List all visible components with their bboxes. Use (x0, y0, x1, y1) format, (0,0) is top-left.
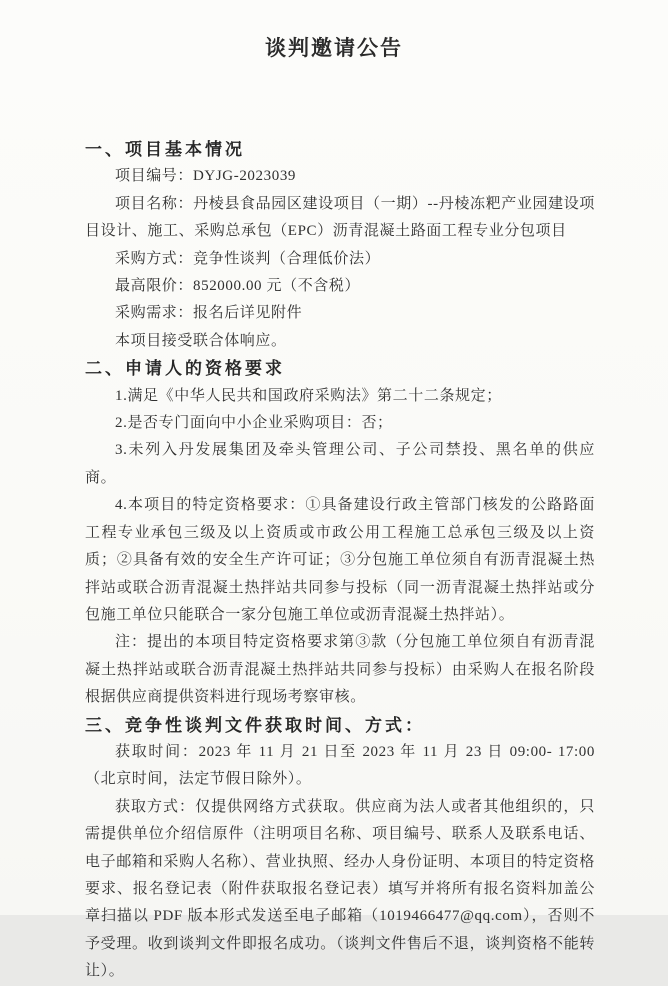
para-consortium-response: 本项目接受联合体响应。 (115, 332, 287, 349)
para-acquisition-method: 获取方式：仅提供网络方式获取。供应商为法人或者其他组织的，只需提供单位介绍信原件（注明项目名称、项目编号、联系人及联系电话、电子邮箱和采购人名称）、营业执照、经办人身份证明、本项目的特定资格要求、报名登记表（附件获取报名登记表）填写并将所有报名资料加盖公章扫描以 PDF 版本形式发送至电子邮箱（1019466477@qq.com），否则不予受理。收到谈判文件即报名成功。（谈判文件售后不退，谈判资格不能转让）。 (85, 798, 595, 980)
section-heading-document-acquisition: 三、竞争性谈判文件获取时间、方式： (85, 715, 425, 735)
document-body (85, 136, 595, 986)
para-max-price: 最高限价：852000.00 元（不含税） (115, 278, 361, 295)
para-qualification-4-specific-requirements: 4.本项目的特定资格要求：①具备建设行政主管部门核发的公路路面工程专业承包三级及以上资质或市政公用工程施工总承包三级及以上资质；②具备有效的安全生产许可证；③分包施工单位须自有沥青混凝土热拌站或联合沥青混凝土热拌站共同参与投标（同一沥青混凝土热拌站或分包施工单位只能联合一家分包施工单位或沥青混凝土热拌站）。 (85, 497, 595, 623)
para-project-name: 项目名称：丹棱县食品园区建设项目（一期）--丹棱冻粑产业园建设项目设计、施工、采购总承包（EPC）沥青混凝土路面工程专业分包项目 (85, 195, 595, 240)
para-qualification-1: 1.满足《中华人民共和国政府采购法》第二十二条规定； (115, 387, 502, 404)
para-procurement-method: 采购方式：竞争性谈判（合理低价法） (115, 250, 381, 267)
section-heading-applicant-qualifications: 二、申请人的资格要求 (85, 359, 285, 379)
para-acquisition-time: 获取时间：2023 年 11 月 21 日至 2023 年 11 月 23 日 09:00- 17:00（北京时间，法定节假日除外）。 (85, 743, 595, 788)
para-qualification-2: 2.是否专门面向中小企业采购项目：否； (115, 415, 393, 432)
para-qualification-note: 注：提出的本项目特定资格要求第③款（分包施工单位须自有沥青混凝土热拌站或联合沥青混凝土热拌站共同参与投标）由采购人在报名阶段根据供应商提供资料进行现场考察审核。 (85, 634, 595, 706)
para-project-number: 项目编号：DYJG-2023039 (115, 168, 297, 185)
section-heading-project-overview: 一、项目基本情况 (85, 140, 245, 159)
para-procurement-requirements: 采购需求：报名后详见附件 (115, 305, 303, 322)
document-title: 谈判邀请公告 (265, 36, 403, 60)
para-qualification-3: 3.未列入丹发展集团及牵头管理公司、子公司禁投、黑名单的供应商。 (85, 442, 595, 486)
